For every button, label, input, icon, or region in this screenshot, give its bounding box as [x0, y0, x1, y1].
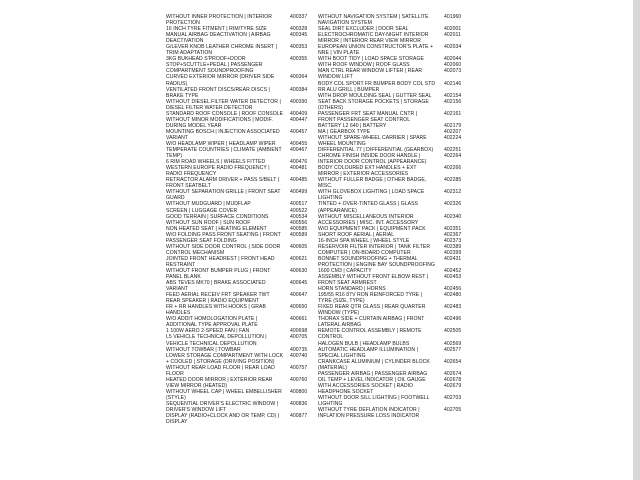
option-code: 402034: [444, 44, 462, 51]
option-code: 400409: [290, 110, 308, 117]
option-description: MANUAL AIRBAG DEACTIVATION | AIRBAG DEACTIVATION: [166, 32, 271, 45]
option-code: 400353: [290, 44, 308, 51]
option-description: RESERVOIR FILTER INTERIOR | TANK FILTER: [318, 243, 431, 250]
option-row: [318, 328, 490, 340]
option-description: OIL TEMP + LEVEL INDICATOR | OIL GAUGE: [318, 376, 426, 383]
option-description: HEATED DOOR MIRROR | EXTERIOR REAR VIEW MIRROR (HEATED): [166, 376, 273, 389]
option-description: SHORT ROOF AERIAL | AERIAL: [318, 231, 395, 238]
option-description: FEED AERIAL RECEIV FRT SPEAKER TWT REAR SPEAKER | RADIO EQUIPMENT: [166, 292, 270, 305]
option-description: WITHOUT FRONT BUMPER PLUG | FRONT PANEL BLANK: [166, 267, 271, 281]
option-code: 400517: [290, 201, 308, 208]
option-description: G/LEVER KNOB LEATHER CHROME INSERT | TRIM ADAPTATION: [166, 44, 277, 57]
option-code: 402679: [444, 382, 462, 389]
option-description: WITHOUT TOWBAR | TOWBAR: [166, 346, 241, 353]
option-description: WITHOUT FULLER BADGE | OTHER BADGE, MISC.: [318, 177, 427, 190]
option-description: L5 VEHICLE TECHNICAL DEPOLLUTION | VEHICLE TECHNICAL DEPOLLUTION: [166, 334, 267, 347]
option-description: WITHOUT REAR LOAD FLOOR | REAR LOAD FLOOR: [166, 364, 275, 377]
option-description: WITHOUT MUDGUARD | MUDFLAP: [166, 201, 251, 208]
option-description: ABS TEVES MK70 | BRAKE ASSOCIATED VARIANT: [166, 280, 266, 293]
option-code: 400457: [290, 128, 308, 135]
option-description: PASSENGER AIRBAG | PASSENGER AIRBAG: [318, 370, 428, 377]
option-code: 402703: [444, 394, 462, 401]
option-code: 402266: [444, 165, 462, 172]
option-row: [318, 383, 490, 395]
option-description: WITHOUT SIDE DOOR CONTROL | SIDE DOOR CONTROL MECHANISM: [166, 243, 281, 256]
option-description: ASSEMBLY WITHOUT FRONT ELBOW REST | FRONT SEAT ARMREST: [318, 274, 429, 287]
option-row: [318, 201, 490, 213]
option-description: LOWER STORAGE COMPARTMENT WITH LOCK + COOLED | STORAGE (DRIVING POSITION): [166, 352, 284, 365]
option-code: 402161: [444, 110, 462, 117]
option-code: 402367: [444, 231, 462, 238]
option-code: 402146: [444, 80, 462, 87]
option-code: 400735: [290, 346, 308, 353]
option-code: 400585: [290, 225, 308, 232]
option-code: 400522: [290, 207, 308, 214]
option-code: 400647: [290, 292, 308, 299]
option-description: WITHOUT DIESEL FILTER WATER DETECTOR | DIESEL FILTER WATER DETECTOR: [166, 98, 281, 111]
option-code: 400556: [290, 219, 308, 226]
option-code: 402060: [444, 62, 462, 69]
option-description: SEAT BACK STORAGE POCKETS | STORAGE (OTHERS): [318, 98, 429, 111]
option-row: [318, 44, 490, 56]
option-code: 402044: [444, 56, 462, 63]
option-description: W/O EQUIPMENT PACK | EQUIPMENT PACK: [318, 225, 426, 232]
option-description: EUROPEAN UNION CONSTRUCTOR'S PLATE + NRE | VIN PLATE: [318, 44, 434, 57]
option-description: SEAL DIRT EXCLUDER | DOOR SEAL: [318, 26, 409, 33]
option-row: [318, 68, 490, 80]
option-code: 402264: [444, 153, 462, 160]
option-description: JOINTED FRONT HEADREST | FRONT HEAD RESTRAINT: [166, 255, 275, 268]
option-row: [318, 304, 490, 316]
option-code: 402373: [444, 237, 462, 244]
option-description: WESTERN EUROPE RADIO FREQUENCY | RADIO FREQUENCY: [166, 165, 270, 178]
option-description: BODY COL SPORT FR BUMPER BODY COL STD RR ALU GRILL | BUMPER: [318, 80, 436, 93]
option-code: 400355: [290, 56, 308, 63]
option-code: 400630: [290, 267, 308, 274]
option-code: 400337: [290, 14, 308, 20]
option-code: 400476: [290, 159, 308, 166]
option-code: 402456: [444, 286, 462, 293]
option-row: [318, 81, 490, 93]
option-code: 402389: [444, 243, 462, 250]
option-code: 401960: [444, 14, 462, 20]
option-description: MAN CTRL REAR WINDOW LIFTER | REAR WINDOW LIFT: [318, 68, 423, 81]
option-description: 1 100W AERO 2-SPEED FAN | FAN: [166, 328, 250, 335]
option-description: W/O FOLDING PASS FRONT SEATING | FRONT PASSENGER SEAT FOLDING: [166, 231, 281, 244]
option-description: BATTERY L2 640 | BATTERY: [318, 122, 387, 129]
option-description: BODY COLOURED EXT HANDLES + EXT MIRROR | EXTERIOR ACCESSORIES: [318, 165, 417, 178]
option-description: DISPLAY (RADIO+CLOCK AND OR TEMP, CD) | DISPLAY: [166, 413, 280, 426]
option-description: W/O ADDIT HOMOLOGATION PLATE | ADDITIONAL TYPE APPROVAL PLATE: [166, 316, 258, 329]
option-row: [318, 395, 490, 407]
option-description: SCREEN | LUGGAGE COVER: [166, 207, 238, 214]
option-description: AUTOMATIC HEADLAMP ILLUMINATION | SPECIAL LIGHTING: [318, 346, 418, 359]
option-code: 402496: [444, 316, 462, 323]
option-row: [318, 14, 490, 26]
option-code: 400877: [290, 413, 308, 420]
option-description: THORAX SIDE + CURTAIN AIRBAG | FRONT LATERAL AIRBAG: [318, 316, 425, 329]
option-code: 402399: [444, 249, 462, 256]
option-code: 402654: [444, 358, 462, 365]
option-code: 400485: [290, 177, 308, 184]
option-code: 400661: [290, 316, 308, 323]
option-row: [318, 274, 490, 286]
option-description: NON HEATED SEAT | HEATING ELEMENT: [166, 225, 267, 232]
option-description: 3KG BUKHEAD S'PROOF+DOOR STOP+SCUTTLE+PEDAL | PASSENGER COMPARTMENT SOUNDPROOFING: [166, 56, 263, 75]
option-code: 402326: [444, 201, 462, 208]
option-code: 402431: [444, 255, 462, 262]
option-description: BONNET SOUNDPROOFING + THERMAL PROTECTION | ENGINE BAY SOUNDPROOFING: [318, 255, 436, 268]
option-code: 402674: [444, 370, 462, 377]
option-description: MA | GEARBOX TYPE: [318, 128, 371, 135]
option-description: 6 RIM ROAD WHEELS | WHEELS FITTED: [166, 159, 266, 166]
option-description: HORN STANDARD | HORNS: [318, 286, 386, 293]
option-description: 16-INCH SPA WHEEL | WHEEL STYLE: [318, 237, 410, 244]
option-description: HALOGEN BULB | HEADLAMP BULBS: [318, 340, 410, 347]
option-code: 402001: [444, 26, 462, 33]
option-code: 402073: [444, 68, 462, 75]
option-code: 400589: [290, 231, 308, 238]
option-code: 400740: [290, 352, 308, 359]
option-description: WITHOUT WHEEL CAP | WHEEL EMBELLISHER (STYLE): [166, 388, 282, 401]
option-code: 400345: [290, 32, 308, 39]
option-code: 402224: [444, 134, 462, 141]
option-row: [318, 111, 490, 123]
option-row: [318, 292, 490, 304]
option-description: WITHOUT MISCELLANEOUS INTERIOR ACCESSORIES | MISC. INT. ACCESSORY: [318, 213, 419, 226]
option-row: [318, 135, 490, 147]
option-description: TEMPERATE COUNTRIES | CLIMATE (AMBIENT TEMP): [166, 147, 282, 160]
option-description: WITHOUT INNER PROTECTION | INTERIOR PROTECTION: [166, 14, 272, 27]
option-description: WITHOUT SEPARATION GRILLE | FRONT SEAT GUARD: [166, 189, 281, 202]
option-code: 400836: [290, 401, 308, 407]
option-row: [318, 165, 490, 177]
option-description: TINTED + OVER-TINTED GLASS | GLASS (APPEARANCE): [318, 201, 418, 214]
page-edge-shadow: [633, 0, 640, 480]
option-description: WITH DROP MOULDING SEAL | GUTTER SEAL: [318, 92, 432, 99]
option-description: GOOD TERRAIN | SURFACE CONDITIONS: [166, 213, 269, 220]
option-code: 400447: [290, 116, 308, 123]
option-row: [318, 347, 490, 359]
option-code: 400455: [290, 140, 308, 147]
option-description: ELECTROCHROMATIC DAY-NIGHT INTERIOR MIRROR | INTERIOR REAR VIEW MIRROR: [318, 32, 429, 45]
option-description: 195/55 R16 87V RON REINFORCED TYRE | TYRE (SIZE, TYPE): [318, 292, 423, 305]
option-description: 16 INCH TYRE FITMENT | RIM/TYRE SIZE: [166, 26, 267, 33]
option-row: [318, 316, 490, 328]
option-code: 400705: [290, 334, 308, 341]
right-option-column: [318, 14, 490, 419]
option-description: MOUNTING BOSCH | INJECTION ASSOCIATED VARIANT: [166, 128, 280, 141]
option-description: FR + RR HANDLES WITH HOOKS | GRAB HANDLES: [166, 304, 266, 317]
option-code: 402179: [444, 122, 462, 129]
option-code: 402251: [444, 147, 462, 154]
option-description: VENTILATED FRONT DISCS/REAR DISCS | BRAKE TYPE: [166, 86, 270, 99]
option-description: WITHOUT NAVIGATION SYSTEM | SATELLITE NAVIGATION SYSTEM: [318, 14, 429, 27]
option-code: 402453: [444, 274, 462, 281]
option-code: 402569: [444, 340, 462, 347]
option-row: [318, 99, 490, 111]
option-code: 402340: [444, 213, 462, 220]
option-code: 402011: [444, 32, 461, 39]
option-code: 402483: [444, 304, 462, 311]
option-code: 402505: [444, 328, 462, 335]
option-description: CHROME FINISH INSIDE DOOR HANDLE | INTERIOR DOOR CONTROL (APPEARANCE): [318, 153, 427, 166]
option-description: PASSENGER FRT SEAT MANUAL CNTR | FRONT PASSENGER SEAT CONTROL: [318, 110, 418, 123]
option-code: 400800: [290, 388, 308, 395]
option-code: 400757: [290, 364, 308, 371]
option-description: WITHOUT SPARE-WHEEL CARRIER | SPARE WHEEL MOUNTING: [318, 134, 427, 147]
option-description: WITH ACCESSORIES SOCKET | RADIO HEADPHONE SOCKET: [318, 382, 414, 395]
option-code: 400364: [290, 74, 308, 81]
option-code: 402705: [444, 407, 462, 414]
option-code: 400605: [290, 243, 308, 250]
option-description: WITHOUT MINOR MODIFICATIONS | MODIF. DURING MODEL YEAR: [166, 116, 273, 129]
option-description: STANDARD ROOF CONSOLE | ROOF CONSOLE: [166, 110, 284, 117]
option-code: 400390: [290, 98, 308, 105]
option-code: 402452: [444, 267, 462, 274]
option-description: DIFFERENTIAL 77 | DIFFERENTIAL (GEARBOX): [318, 147, 434, 154]
option-code: 402207: [444, 128, 462, 135]
option-description: WITHOUT DOOR SILL LIGHTING | FOOTWELL LIGHTING: [318, 394, 430, 407]
option-code: 400481: [290, 165, 308, 172]
option-code: 402480: [444, 292, 462, 299]
option-description: SEQUENTIAL DRIVER'S ELECTRIC WINDOW | DRIVER'S WINDOW LIFT: [166, 401, 279, 414]
option-row: [318, 359, 490, 371]
option-row: [318, 177, 490, 189]
option-code: 402285: [444, 177, 462, 184]
option-code: 400621: [290, 255, 308, 262]
option-row: [318, 407, 490, 419]
option-code: 402156: [444, 98, 462, 105]
option-code: 402312: [444, 189, 462, 196]
option-row: [318, 214, 490, 226]
option-description: REMOTE CONTROL ASSEMBLY | REMOTE CONTROL: [318, 328, 422, 341]
option-row: [318, 189, 490, 201]
option-code: 402577: [444, 346, 462, 353]
option-row: [318, 153, 490, 165]
option-description: RETRACTOR ALARM DRIVER + PASS S/BELT | FRONT SEATBELT: [166, 177, 280, 190]
option-code: 400328: [290, 26, 308, 33]
option-description: WITH ROOF WINDOW | ROOF GLASS: [318, 62, 410, 69]
option-code: 400645: [290, 280, 308, 287]
option-code: 400384: [290, 86, 308, 93]
option-code: 402678: [444, 376, 462, 383]
option-code: 400534: [290, 213, 308, 220]
option-code: 402351: [444, 225, 462, 232]
option-code: 400467: [290, 147, 308, 154]
option-description: WITHOUT TYRE DEFLATION INDICATOR | INFLATION PRESSURE LOSS INDICATOR: [318, 407, 420, 420]
option-description: 1600 CM3 | CAPACITY: [318, 267, 372, 274]
option-description: COMPUTER | ON-BOARD COMPUTER: [318, 249, 411, 256]
option-description: W/O HEADLAMP WIPER | HEADLAMP WIPER: [166, 140, 276, 147]
option-description: CRANKCASE ALUMINIUM | CYLINDER BLOCK (MATERIAL): [318, 358, 430, 371]
option-description: WITH BOOT TIDY | LOAD SPACE STORAGE: [318, 56, 424, 63]
option-description: FIXED REAR QTR GLASS | REAR QUARTER WINDOW (TYPE): [318, 304, 426, 317]
option-code: 402154: [444, 92, 462, 99]
option-description: CURVED EXTERIOR MIRROR (DRIVER SIDE RADIUS): [166, 74, 275, 87]
option-code: 400650: [290, 304, 308, 311]
option-code: 400698: [290, 328, 308, 335]
option-description: WITH GLOVEBOX LIGHTING | LOAD SPACE LIGHTING: [318, 189, 425, 202]
option-code: 400499: [290, 189, 308, 196]
option-row: [318, 256, 490, 268]
option-description: WITHOUT SUN ROOF | SUN ROOF: [166, 219, 251, 226]
option-code: 400760: [290, 376, 308, 383]
option-row: [318, 32, 490, 44]
